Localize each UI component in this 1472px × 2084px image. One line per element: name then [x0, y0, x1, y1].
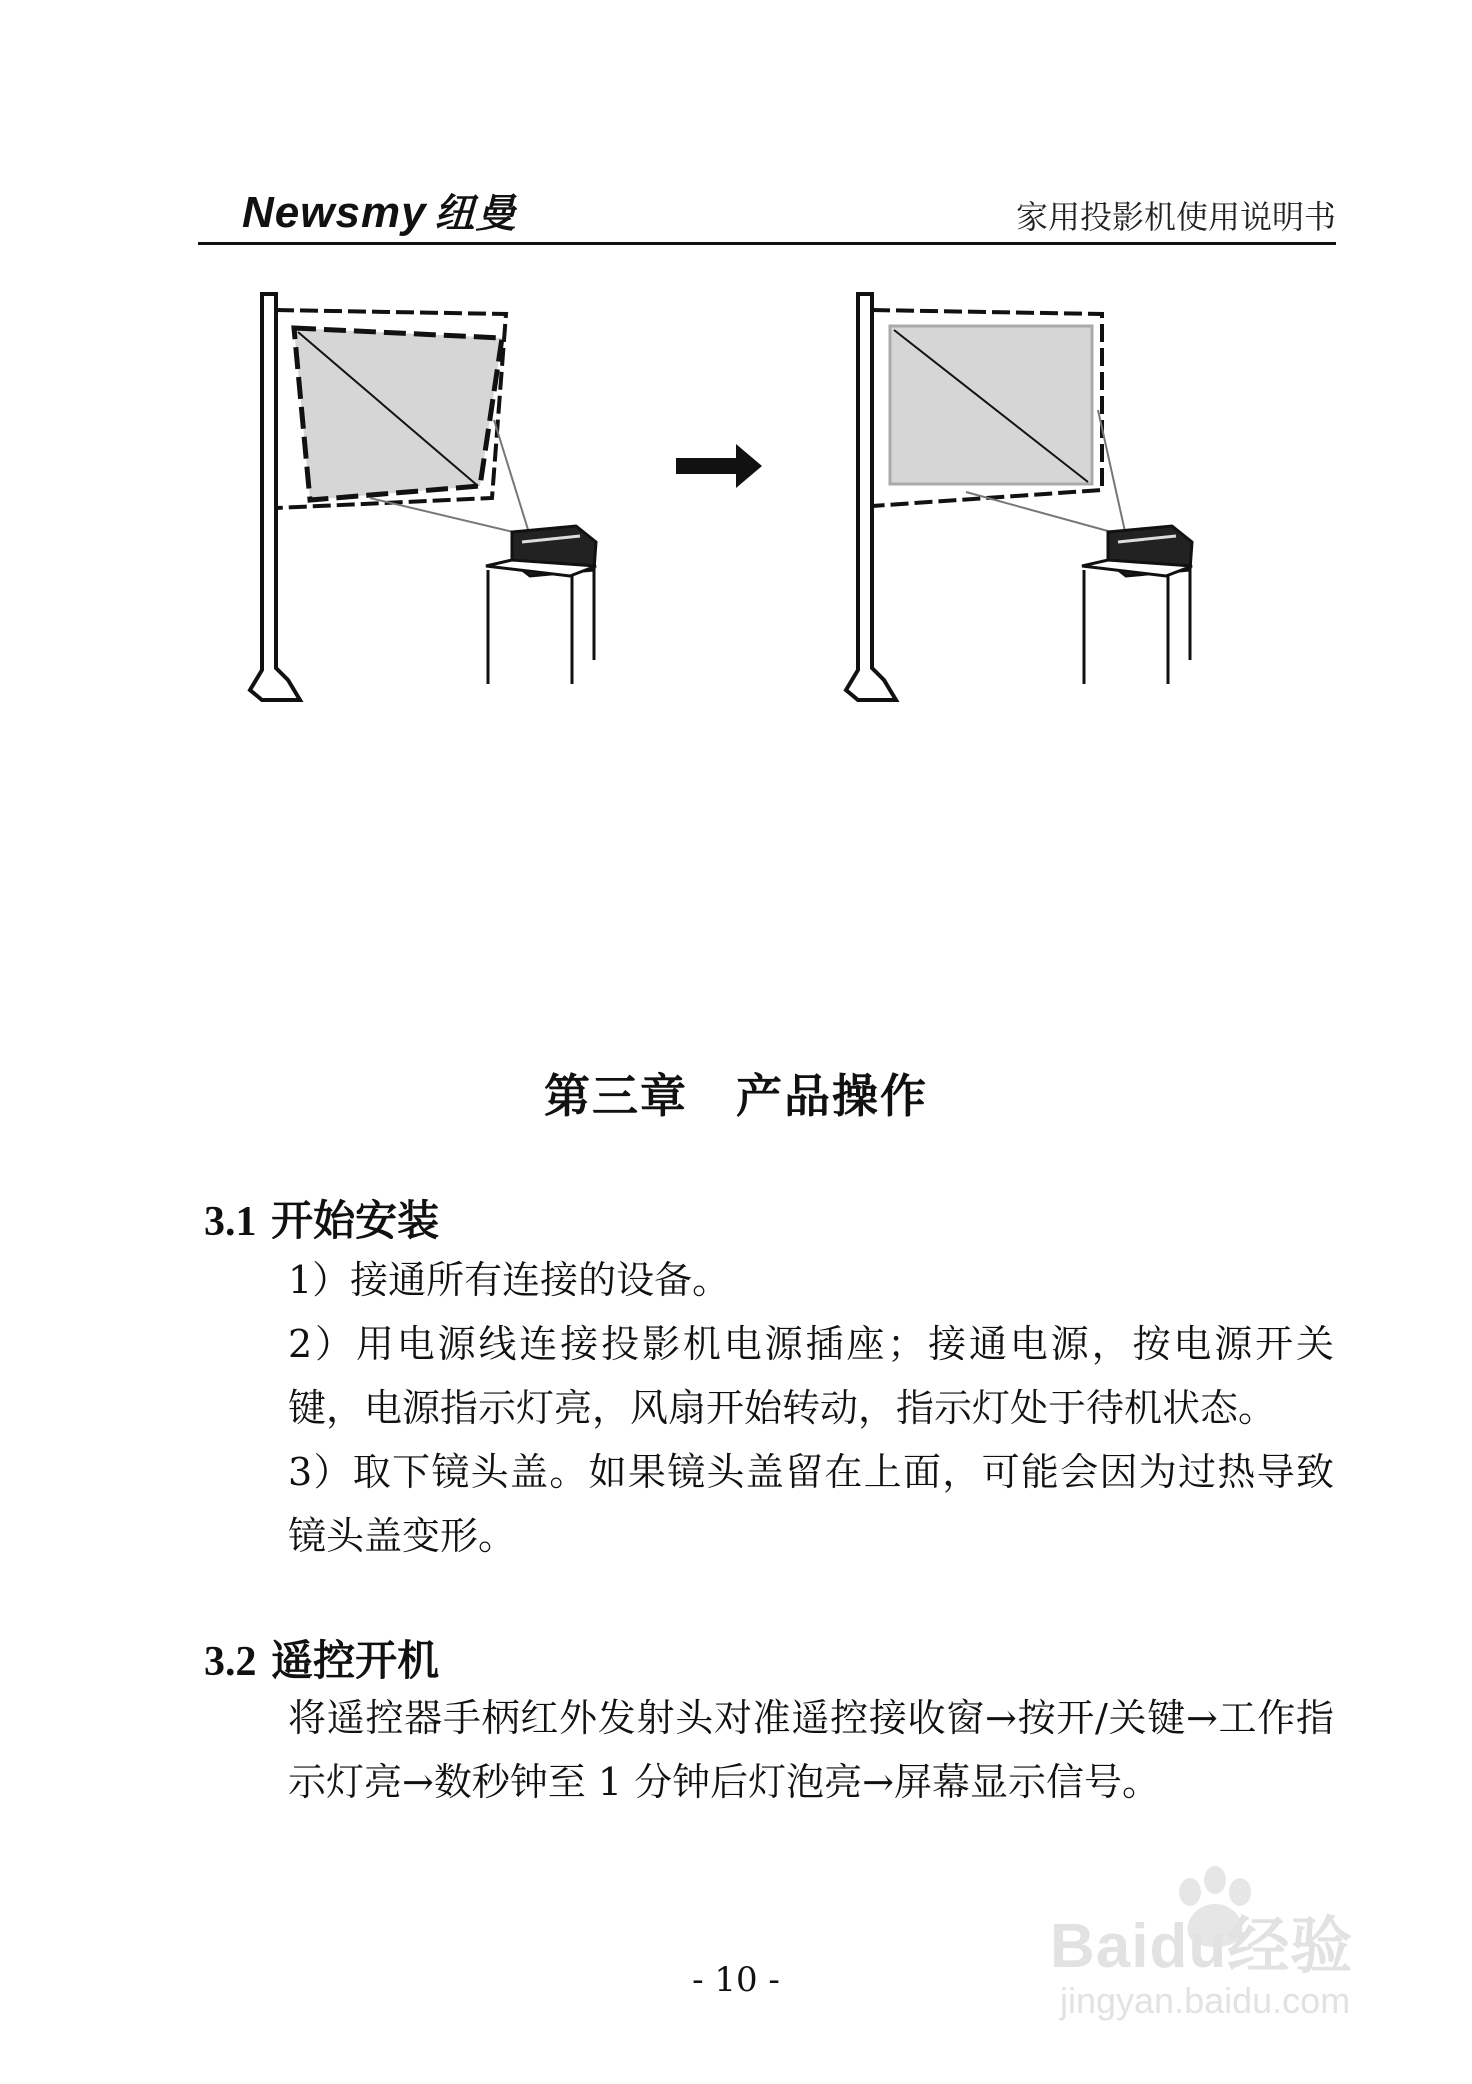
brand-logo: [242, 182, 517, 239]
section-number: 3.2: [204, 1639, 257, 1685]
section-heading-3-1: [204, 1188, 439, 1248]
keystone-correction-illustration: [240, 280, 1300, 710]
chapter-title: 产品操作: [736, 1069, 928, 1123]
brand-name: Newsmy: [242, 188, 427, 237]
arrow-right-icon: [676, 444, 762, 488]
section-heading-3-2: [204, 1628, 439, 1688]
watermark-url: jingyan.baidu.com: [1060, 1980, 1351, 2021]
brand-name-cn: 纽曼: [434, 192, 517, 236]
screen-before-figure: [250, 294, 596, 700]
watermark: [1050, 1872, 1390, 2032]
manual-title: 家用投影机使用说明书: [1015, 198, 1336, 236]
list-item: 2）用电源线连接投影机电源插座；接通电源，按电源开关键，电源指示灯亮，风扇开始转动，指示灯处于待机状态。: [288, 1322, 1334, 1430]
header-divider: [198, 242, 1336, 245]
section-title: 开始安装: [271, 1196, 440, 1245]
page-header: [198, 170, 1336, 246]
list-item: 1）接通所有连接的设备。: [288, 1258, 731, 1302]
chapter-heading: [0, 1060, 1472, 1126]
screen-after-figure: [846, 294, 1192, 700]
page-number: - 10 -: [692, 1960, 780, 2000]
paragraph: 将遥控器手柄红外发射头对准遥控接收窗→按开/关键→工作指示灯亮→数秒钟至 1 分钟后灯泡亮→屏幕显示信号。: [288, 1696, 1334, 1804]
section-3-2-body: [204, 1686, 1334, 1814]
chapter-number: 第三章: [544, 1069, 688, 1123]
section-title: 遥控开机: [271, 1636, 440, 1685]
section-number: 3.1: [204, 1199, 257, 1245]
section-3-1-body: [204, 1248, 1334, 1568]
watermark-brand: Baidu经验: [1050, 1912, 1354, 1981]
list-item: 3）取下镜头盖。如果镜头盖留在上面，可能会因为过热导致镜头盖变形。: [288, 1450, 1334, 1558]
